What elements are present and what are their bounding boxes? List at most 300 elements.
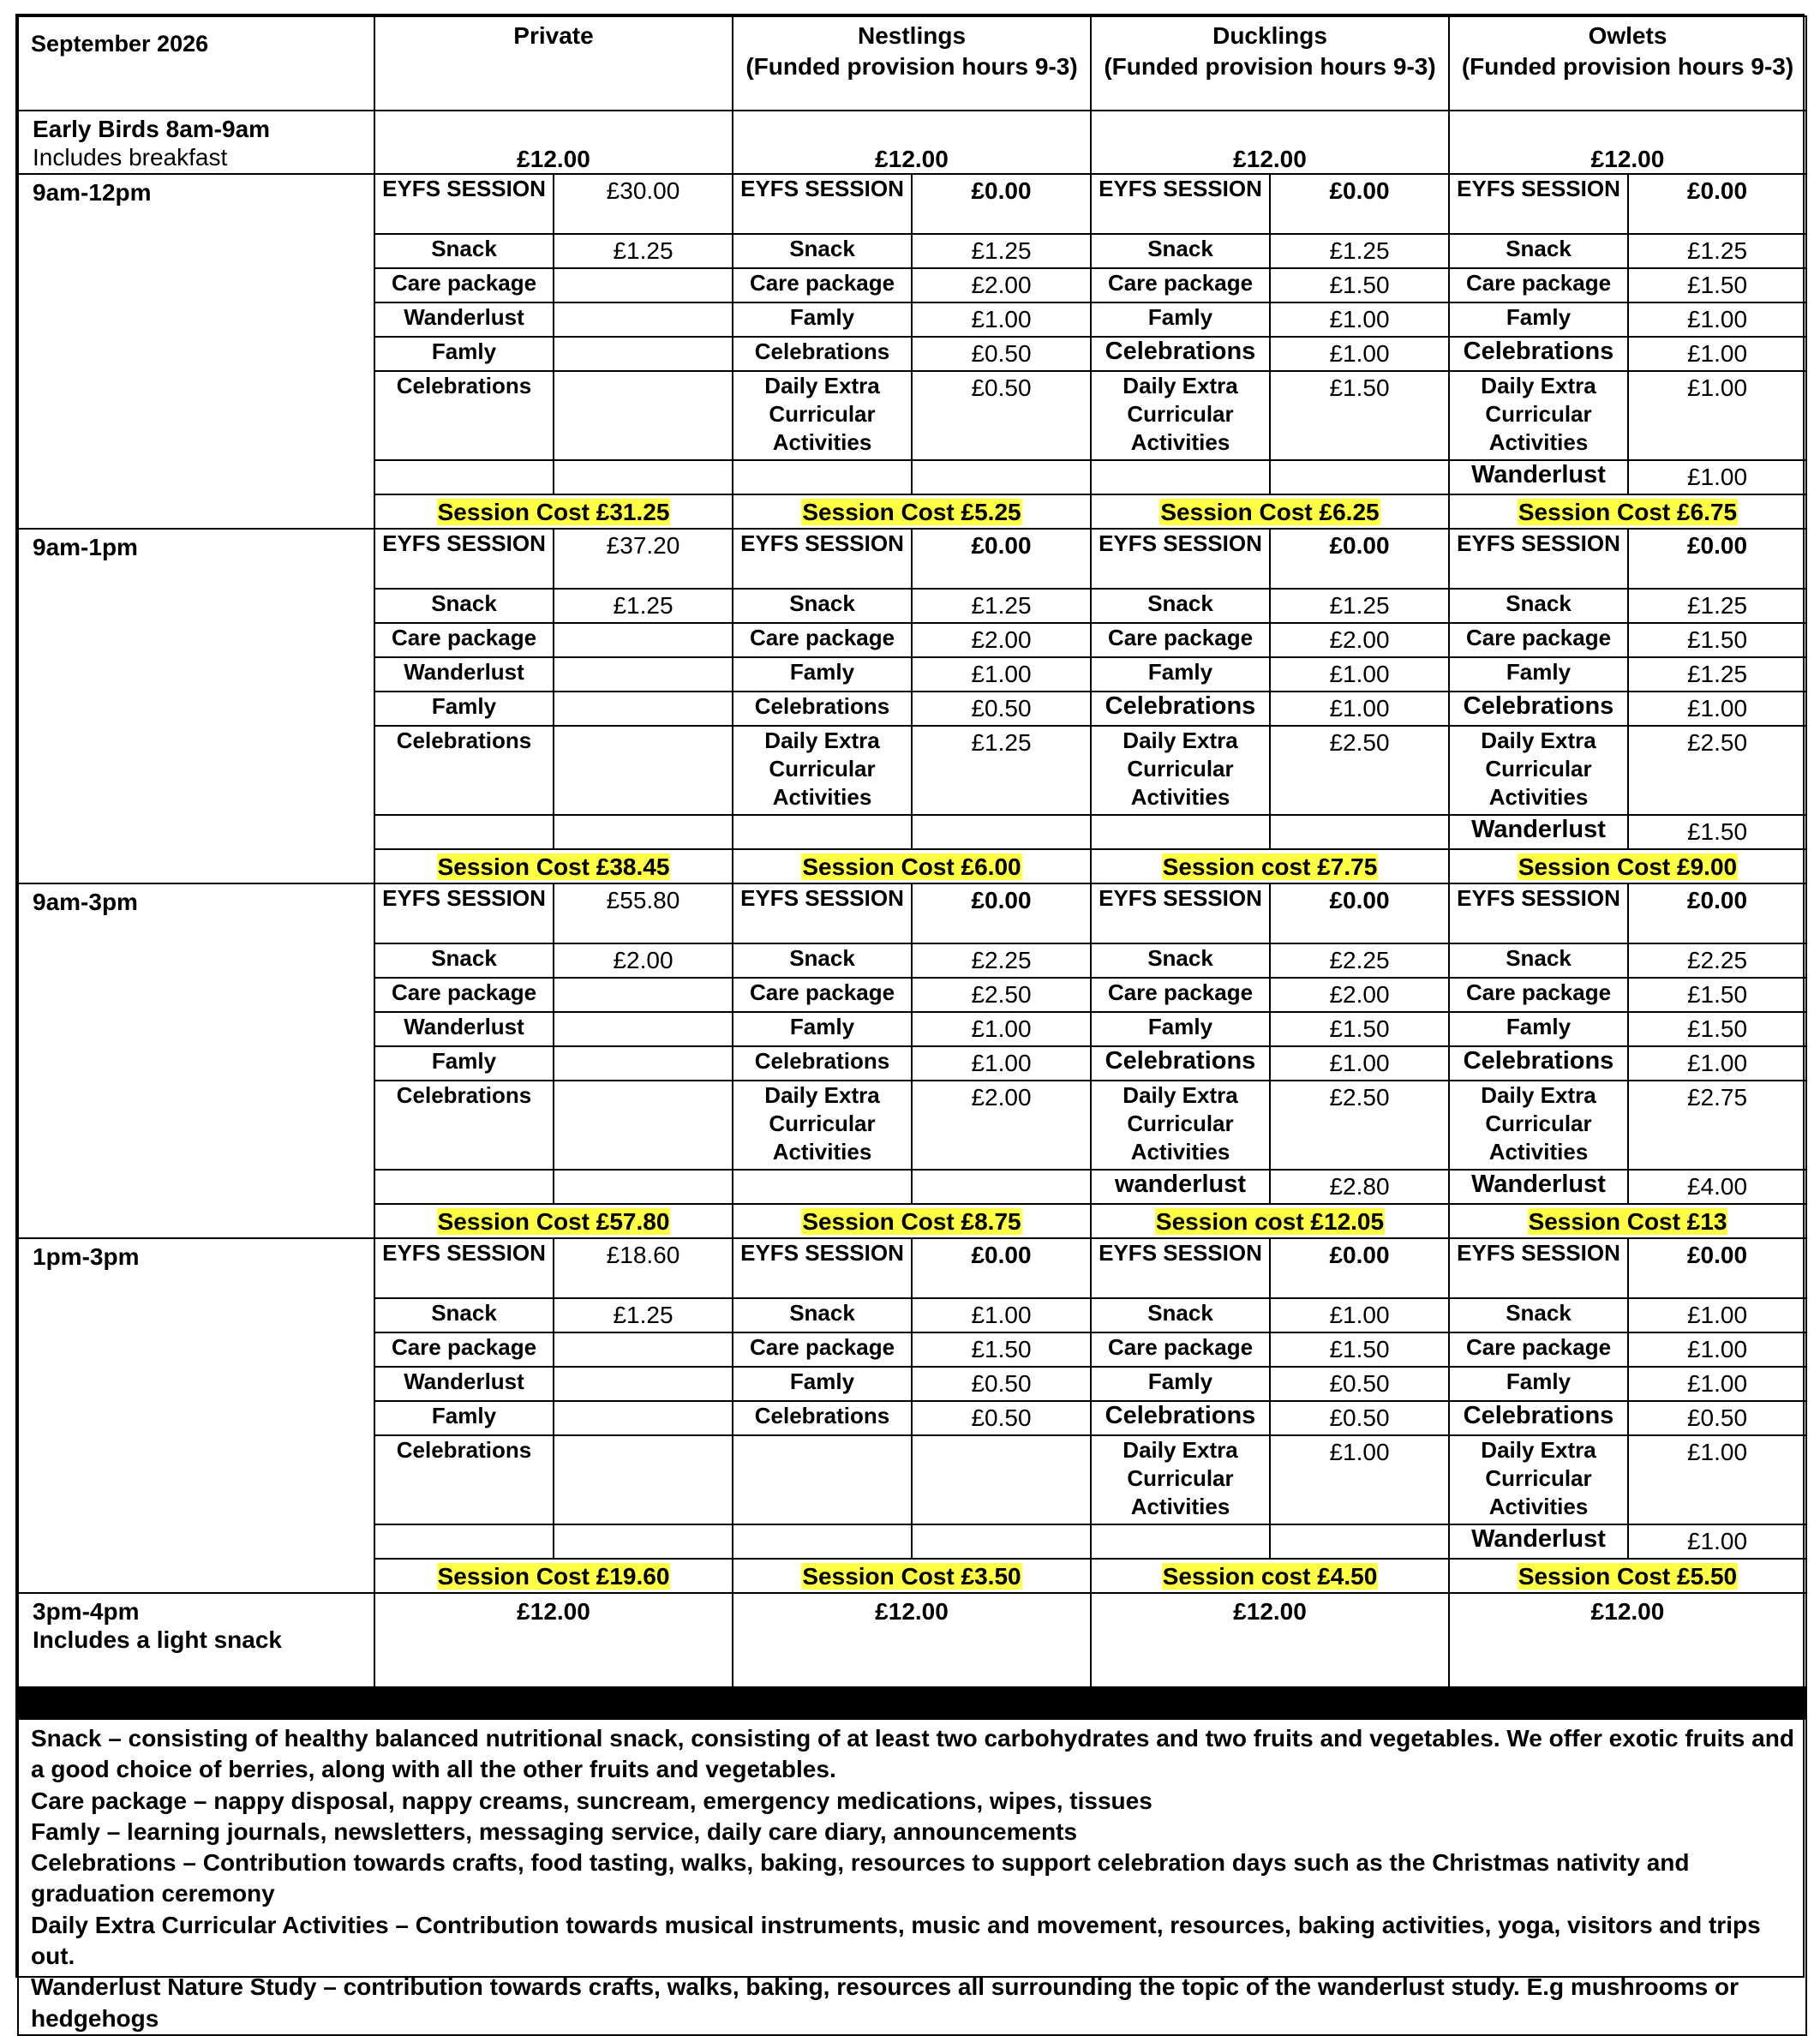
item-label: Daily Extra Curricular Activities xyxy=(1091,371,1270,460)
item-price xyxy=(554,1332,733,1367)
item-price: £2.00 xyxy=(1270,623,1449,657)
header-row xyxy=(18,16,1806,111)
period-label: Early Birds 8am-9am xyxy=(33,116,271,142)
item-label: Famly xyxy=(374,337,554,371)
item-label xyxy=(1091,1524,1270,1559)
col-head-ducklings xyxy=(1091,16,1449,111)
item-label: Famly xyxy=(733,657,912,692)
item-label: Wanderlust xyxy=(1449,460,1628,494)
item-label: Celebrations xyxy=(374,1435,554,1524)
item-label: Wanderlust xyxy=(374,657,554,692)
item-price: £1.25 xyxy=(1628,234,1806,268)
item-price: £18.60 xyxy=(554,1238,733,1298)
late-price: £12.00 xyxy=(374,1593,733,1687)
col-head-name: Owlets xyxy=(1588,22,1667,49)
item-label: Care package xyxy=(733,623,912,657)
col-head-name: Nestlings xyxy=(857,22,967,49)
item-label xyxy=(374,460,554,494)
item-price xyxy=(554,1435,733,1524)
item-label xyxy=(374,1524,554,1559)
session-cost: Session cost £12.05 xyxy=(1155,1207,1385,1235)
item-label: Famly xyxy=(1449,1367,1628,1401)
item-label: Care package xyxy=(1449,1332,1628,1367)
item-label: Daily Extra Curricular Activities xyxy=(1449,726,1628,815)
item-price: £1.50 xyxy=(1270,371,1449,460)
session-cost-cell xyxy=(733,1559,1091,1593)
col-head-sub: (Funded provision hours 9-3) xyxy=(1461,53,1794,80)
item-label: Wanderlust xyxy=(374,302,554,337)
item-label: Wanderlust xyxy=(374,1012,554,1046)
item-label: Famly xyxy=(1091,657,1270,692)
item-label: Care package xyxy=(733,268,912,302)
item-price xyxy=(912,460,1091,494)
item-label: Snack xyxy=(1449,1298,1628,1332)
item-label: wanderlust xyxy=(1091,1170,1270,1204)
item-label: Care package xyxy=(374,268,554,302)
session-cost: Session Cost £6.75 xyxy=(1518,498,1738,525)
item-price: £1.00 xyxy=(912,1012,1091,1046)
item-price: £2.50 xyxy=(912,978,1091,1012)
item-label: Care package xyxy=(374,623,554,657)
item-label: Snack xyxy=(1449,589,1628,623)
item-price: £1.00 xyxy=(1628,337,1806,371)
session-cost: Session Cost £31.25 xyxy=(437,498,670,525)
session-cost: Session Cost £19.60 xyxy=(437,1562,670,1590)
note-snack: Snack – consisting of healthy balanced nutritional snack, consisting of at least two carbohydrates and two fruits and vegetables. We offer exotic fruits and a good choice of berries, along with all the other fruits and vegetables. xyxy=(31,1725,1794,1783)
fee-table xyxy=(17,15,1807,2036)
item-price xyxy=(912,1170,1091,1204)
col-head-name: Ducklings xyxy=(1212,22,1327,49)
item-label: Famly xyxy=(733,302,912,337)
item-price: £30.00 xyxy=(554,174,733,234)
late-price: £12.00 xyxy=(1449,1593,1806,1687)
item-label: Snack xyxy=(733,589,912,623)
item-label: Celebrations xyxy=(1449,1401,1628,1435)
item-price: £0.50 xyxy=(912,337,1091,371)
eyfs-label: EYFS SESSION xyxy=(1449,174,1628,234)
session-cost: Session Cost £8.75 xyxy=(802,1207,1021,1235)
item-label: Snack xyxy=(374,589,554,623)
period-sub: Includes breakfast xyxy=(33,144,228,171)
session-period-label: 9am-3pm xyxy=(18,883,374,1238)
col-head-owlets xyxy=(1449,16,1806,111)
item-label: Daily Extra Curricular Activities xyxy=(733,371,912,460)
item-label: Celebrations xyxy=(733,692,912,726)
item-price xyxy=(554,1012,733,1046)
divider-bar xyxy=(18,1687,1806,1719)
session-cost: Session Cost £57.80 xyxy=(437,1207,670,1235)
item-price: £1.00 xyxy=(912,1046,1091,1081)
item-label: Famly xyxy=(1091,302,1270,337)
early-birds-price: £12.00 xyxy=(733,111,1091,174)
item-price: £0.00 xyxy=(1270,529,1449,589)
item-label: Snack xyxy=(1091,943,1270,978)
item-label: Celebrations xyxy=(733,337,912,371)
item-price xyxy=(554,726,733,815)
session-cost: Session cost £4.50 xyxy=(1162,1562,1378,1590)
item-label: Celebrations xyxy=(1091,692,1270,726)
item-price: £1.00 xyxy=(1270,1046,1449,1081)
item-label: Snack xyxy=(733,1298,912,1332)
eyfs-label: EYFS SESSION xyxy=(374,1238,554,1298)
item-label: Snack xyxy=(733,234,912,268)
item-label: Snack xyxy=(374,943,554,978)
item-label: Celebrations xyxy=(1449,692,1628,726)
item-label: Celebrations xyxy=(1091,337,1270,371)
item-price xyxy=(554,1401,733,1435)
item-label: Snack xyxy=(374,1298,554,1332)
item-price: £0.50 xyxy=(912,692,1091,726)
item-price xyxy=(912,1524,1091,1559)
item-label: Famly xyxy=(374,1046,554,1081)
item-label: Celebrations xyxy=(1091,1401,1270,1435)
session-cost: Session Cost £9.00 xyxy=(1518,853,1738,880)
session-cost-cell xyxy=(733,1204,1091,1238)
item-label xyxy=(1091,815,1270,849)
item-price: £1.00 xyxy=(1270,302,1449,337)
item-price: £0.00 xyxy=(1628,883,1806,943)
item-price xyxy=(554,815,733,849)
item-price: £1.25 xyxy=(1270,589,1449,623)
item-label xyxy=(733,815,912,849)
notes xyxy=(18,1719,1806,2035)
item-label: Daily Extra Curricular Activities xyxy=(1449,1435,1628,1524)
eyfs-label: EYFS SESSION xyxy=(374,883,554,943)
item-price xyxy=(554,371,733,460)
item-label: Snack xyxy=(1091,1298,1270,1332)
session-period-label: 9am-12pm xyxy=(18,174,374,529)
item-price: £1.25 xyxy=(1270,234,1449,268)
item-price: £1.50 xyxy=(912,1332,1091,1367)
item-price: £0.00 xyxy=(1628,174,1806,234)
item-label: Celebrations xyxy=(1449,337,1628,371)
item-price: £2.50 xyxy=(1628,726,1806,815)
session-cost-cell xyxy=(374,1559,733,1593)
item-price: £0.50 xyxy=(1270,1401,1449,1435)
item-label: Snack xyxy=(374,234,554,268)
item-label: Wanderlust xyxy=(1449,1170,1628,1204)
eyfs-label: EYFS SESSION xyxy=(733,174,912,234)
item-label xyxy=(374,1170,554,1204)
session-cost-cell xyxy=(1449,1559,1806,1593)
item-label: Daily Extra Curricular Activities xyxy=(1449,371,1628,460)
item-price: £1.00 xyxy=(1270,1435,1449,1524)
item-price: £1.50 xyxy=(1270,1012,1449,1046)
item-label: Snack xyxy=(1091,234,1270,268)
item-label: Care package xyxy=(733,978,912,1012)
item-price: £0.00 xyxy=(1270,1238,1449,1298)
session-period-label: 9am-1pm xyxy=(18,529,374,883)
session-cost-cell xyxy=(374,494,733,529)
item-label: Wanderlust xyxy=(374,1367,554,1401)
item-price: £1.00 xyxy=(1628,371,1806,460)
item-price: £1.00 xyxy=(1628,1435,1806,1524)
item-price xyxy=(554,1367,733,1401)
item-price: £0.50 xyxy=(1628,1401,1806,1435)
item-price: £4.00 xyxy=(1628,1170,1806,1204)
item-label: Daily Extra Curricular Activities xyxy=(1091,726,1270,815)
item-price: £1.00 xyxy=(1628,692,1806,726)
item-price xyxy=(554,1170,733,1204)
session-cost-cell xyxy=(1449,849,1806,883)
item-label: Celebrations xyxy=(1449,1046,1628,1081)
session-eyfs-row xyxy=(18,1238,1806,1298)
item-price xyxy=(554,692,733,726)
item-label: Care package xyxy=(1091,1332,1270,1367)
session-eyfs-row xyxy=(18,174,1806,234)
col-head-sub: (Funded provision hours 9-3) xyxy=(1104,53,1436,80)
eyfs-label: EYFS SESSION xyxy=(1091,174,1270,234)
item-price xyxy=(912,815,1091,849)
fee-sheet xyxy=(15,14,1805,2032)
item-label xyxy=(733,1170,912,1204)
item-price: £1.25 xyxy=(554,589,733,623)
item-price: £1.00 xyxy=(1270,337,1449,371)
item-label: Care package xyxy=(1091,978,1270,1012)
item-label: Daily Extra Curricular Activities xyxy=(1449,1081,1628,1170)
item-price: £2.00 xyxy=(912,268,1091,302)
eyfs-label: EYFS SESSION xyxy=(1449,529,1628,589)
col-head-private xyxy=(374,16,733,111)
item-price xyxy=(554,1081,733,1170)
item-label: Celebrations xyxy=(733,1401,912,1435)
item-price: £1.00 xyxy=(1628,1524,1806,1559)
item-price: £0.50 xyxy=(912,1401,1091,1435)
item-price: £1.50 xyxy=(1628,978,1806,1012)
item-price xyxy=(554,268,733,302)
item-price: £1.25 xyxy=(912,726,1091,815)
item-label xyxy=(733,1435,912,1524)
late-row xyxy=(18,1593,1806,1687)
early-birds-label xyxy=(18,111,374,174)
item-label: Celebrations xyxy=(374,726,554,815)
note-celebrations: Celebrations – Contribution towards crafts, food tasting, walks, baking, resources to support celebration days such as the Christmas nativity and graduation ceremony xyxy=(31,1849,1690,1907)
item-label: Daily Extra Curricular Activities xyxy=(733,726,912,815)
item-label: Care package xyxy=(374,1332,554,1367)
item-price: £2.25 xyxy=(912,943,1091,978)
col-head-sub: (Funded provision hours 9-3) xyxy=(745,53,1078,80)
item-price: £2.00 xyxy=(912,623,1091,657)
eyfs-label: EYFS SESSION xyxy=(374,174,554,234)
item-price: £37.20 xyxy=(554,529,733,589)
session-cost: Session Cost £5.25 xyxy=(802,498,1021,525)
item-price: £1.00 xyxy=(912,657,1091,692)
item-price: £0.00 xyxy=(1270,174,1449,234)
session-cost: Session Cost £6.25 xyxy=(1160,498,1380,525)
col-head-name: Private xyxy=(513,22,594,49)
item-label: Famly xyxy=(374,692,554,726)
early-birds-price: £12.00 xyxy=(1449,111,1806,174)
item-price: £1.50 xyxy=(1628,1012,1806,1046)
item-price: £0.00 xyxy=(1628,1238,1806,1298)
item-label: Famly xyxy=(1449,657,1628,692)
item-price: £2.00 xyxy=(1270,978,1449,1012)
item-label: Famly xyxy=(1091,1012,1270,1046)
item-price xyxy=(1270,1524,1449,1559)
item-label: Celebrations xyxy=(1091,1046,1270,1081)
eyfs-label: EYFS SESSION xyxy=(1091,1238,1270,1298)
item-price: £2.50 xyxy=(1270,726,1449,815)
note-wanderlust: Wanderlust Nature Study – contribution towards crafts, walks, baking, resources all surrounding the topic of the wanderlust study. E.g mushrooms or hedgehogs xyxy=(31,1973,1739,2032)
item-label xyxy=(374,815,554,849)
divider-bar-cell xyxy=(18,1687,1806,1719)
item-price xyxy=(554,657,733,692)
item-price xyxy=(1270,815,1449,849)
item-price xyxy=(554,337,733,371)
item-price: £1.00 xyxy=(912,302,1091,337)
item-price: £1.00 xyxy=(1628,1298,1806,1332)
item-price: £1.50 xyxy=(1270,268,1449,302)
item-price: £0.00 xyxy=(912,529,1091,589)
item-price: £1.00 xyxy=(1270,1298,1449,1332)
item-label: Care package xyxy=(1091,623,1270,657)
session-cost: Session cost £7.75 xyxy=(1162,853,1378,880)
session-cost-cell xyxy=(1091,1204,1449,1238)
item-price: £1.00 xyxy=(1628,1367,1806,1401)
item-price: £1.25 xyxy=(554,1298,733,1332)
item-price: £1.00 xyxy=(912,1298,1091,1332)
item-label: Snack xyxy=(1091,589,1270,623)
item-price xyxy=(912,1435,1091,1524)
session-eyfs-row xyxy=(18,883,1806,943)
item-price: £2.25 xyxy=(1270,943,1449,978)
item-price xyxy=(554,978,733,1012)
item-label: Snack xyxy=(1449,943,1628,978)
session-cost-cell xyxy=(1449,1204,1806,1238)
session-cost: Session Cost £6.00 xyxy=(802,853,1021,880)
late-label xyxy=(18,1593,374,1687)
eyfs-label: EYFS SESSION xyxy=(733,883,912,943)
notes-row xyxy=(18,1719,1806,2035)
item-price: £1.00 xyxy=(1628,1046,1806,1081)
item-label: Famly xyxy=(733,1367,912,1401)
item-label: Care package xyxy=(733,1332,912,1367)
note-famly: Famly – learning journals, newsletters, messaging service, daily care diary, announcements xyxy=(31,1817,1078,1845)
item-price: £0.50 xyxy=(1270,1367,1449,1401)
period-sub: Includes a light snack xyxy=(33,1626,282,1653)
item-price: £1.00 xyxy=(1270,657,1449,692)
session-cost: Session Cost £38.45 xyxy=(437,853,670,880)
item-price: £1.50 xyxy=(1270,1332,1449,1367)
item-label: Wanderlust xyxy=(1449,1524,1628,1559)
session-cost-cell xyxy=(1091,494,1449,529)
note-care-package: Care package – nappy disposal, nappy creams, suncream, emergency medications, wipes, tissues xyxy=(31,1787,1152,1814)
item-price: £2.50 xyxy=(1270,1081,1449,1170)
session-cost-cell xyxy=(1091,849,1449,883)
session-cost: Session Cost £13 xyxy=(1528,1207,1727,1235)
item-price: £0.00 xyxy=(912,174,1091,234)
item-label: Daily Extra Curricular Activities xyxy=(1091,1435,1270,1524)
item-price: £0.00 xyxy=(912,883,1091,943)
late-price: £12.00 xyxy=(1091,1593,1449,1687)
item-label: Famly xyxy=(1449,302,1628,337)
eyfs-label: EYFS SESSION xyxy=(733,1238,912,1298)
eyfs-label: EYFS SESSION xyxy=(1091,883,1270,943)
note-daily-extra: Daily Extra Curricular Activities – Contribution towards musical instruments, music and movement, resources, baking activities, yoga, visitors and trips out. xyxy=(31,1911,1761,1970)
item-price: £55.80 xyxy=(554,883,733,943)
item-price: £1.50 xyxy=(1628,268,1806,302)
item-price: £2.25 xyxy=(1628,943,1806,978)
item-price: £1.25 xyxy=(1628,589,1806,623)
period-label: 3pm-4pm xyxy=(33,1598,140,1625)
item-price: £0.00 xyxy=(1628,529,1806,589)
item-label: Care package xyxy=(1091,268,1270,302)
item-price xyxy=(554,460,733,494)
session-period-label: 1pm-3pm xyxy=(18,1238,374,1593)
early-birds-price: £12.00 xyxy=(1091,111,1449,174)
item-label xyxy=(1091,460,1270,494)
session-eyfs-row xyxy=(18,529,1806,589)
item-label: Daily Extra Curricular Activities xyxy=(733,1081,912,1170)
item-price: £2.00 xyxy=(912,1081,1091,1170)
item-label: Famly xyxy=(1449,1012,1628,1046)
item-price: £0.50 xyxy=(912,1367,1091,1401)
item-label xyxy=(733,1524,912,1559)
item-label: Snack xyxy=(733,943,912,978)
item-price: £1.00 xyxy=(1628,1332,1806,1367)
item-label: Celebrations xyxy=(374,1081,554,1170)
item-label: Celebrations xyxy=(374,371,554,460)
item-price: £0.00 xyxy=(1270,883,1449,943)
item-label: Snack xyxy=(1449,234,1628,268)
page-title: September 2026 xyxy=(18,16,374,111)
item-price: £0.50 xyxy=(912,371,1091,460)
session-cost-cell xyxy=(1091,1559,1449,1593)
item-price: £1.25 xyxy=(912,234,1091,268)
item-price: £2.80 xyxy=(1270,1170,1449,1204)
item-price xyxy=(554,1524,733,1559)
session-cost-cell xyxy=(374,849,733,883)
session-cost: Session Cost £5.50 xyxy=(1518,1562,1738,1590)
item-label: Care package xyxy=(1449,978,1628,1012)
item-label xyxy=(733,460,912,494)
item-price xyxy=(554,302,733,337)
item-price: £1.00 xyxy=(1628,460,1806,494)
item-label: Care package xyxy=(1449,623,1628,657)
item-price: £1.25 xyxy=(1628,657,1806,692)
eyfs-label: EYFS SESSION xyxy=(1449,1238,1628,1298)
item-price: £0.00 xyxy=(912,1238,1091,1298)
session-cost-cell xyxy=(374,1204,733,1238)
item-label: Care package xyxy=(1449,268,1628,302)
session-cost-cell xyxy=(733,849,1091,883)
item-price: £2.75 xyxy=(1628,1081,1806,1170)
item-price: £2.00 xyxy=(554,943,733,978)
item-label: Famly xyxy=(733,1012,912,1046)
item-price: £1.00 xyxy=(1628,302,1806,337)
early-birds-price: £12.00 xyxy=(374,111,733,174)
session-cost: Session Cost £3.50 xyxy=(802,1562,1021,1590)
early-birds-row xyxy=(18,111,1806,174)
item-price: £1.00 xyxy=(1270,692,1449,726)
item-price xyxy=(554,1046,733,1081)
session-cost-cell xyxy=(733,494,1091,529)
item-price: £1.25 xyxy=(912,589,1091,623)
eyfs-label: EYFS SESSION xyxy=(1449,883,1628,943)
eyfs-label: EYFS SESSION xyxy=(374,529,554,589)
item-label: Wanderlust xyxy=(1449,815,1628,849)
session-cost-cell xyxy=(1449,494,1806,529)
item-label: Famly xyxy=(374,1401,554,1435)
item-label: Daily Extra Curricular Activities xyxy=(1091,1081,1270,1170)
late-price: £12.00 xyxy=(733,1593,1091,1687)
item-label: Famly xyxy=(1091,1367,1270,1401)
eyfs-label: EYFS SESSION xyxy=(733,529,912,589)
eyfs-label: EYFS SESSION xyxy=(1091,529,1270,589)
item-price: £1.50 xyxy=(1628,623,1806,657)
item-label: Care package xyxy=(374,978,554,1012)
item-price: £1.25 xyxy=(554,234,733,268)
